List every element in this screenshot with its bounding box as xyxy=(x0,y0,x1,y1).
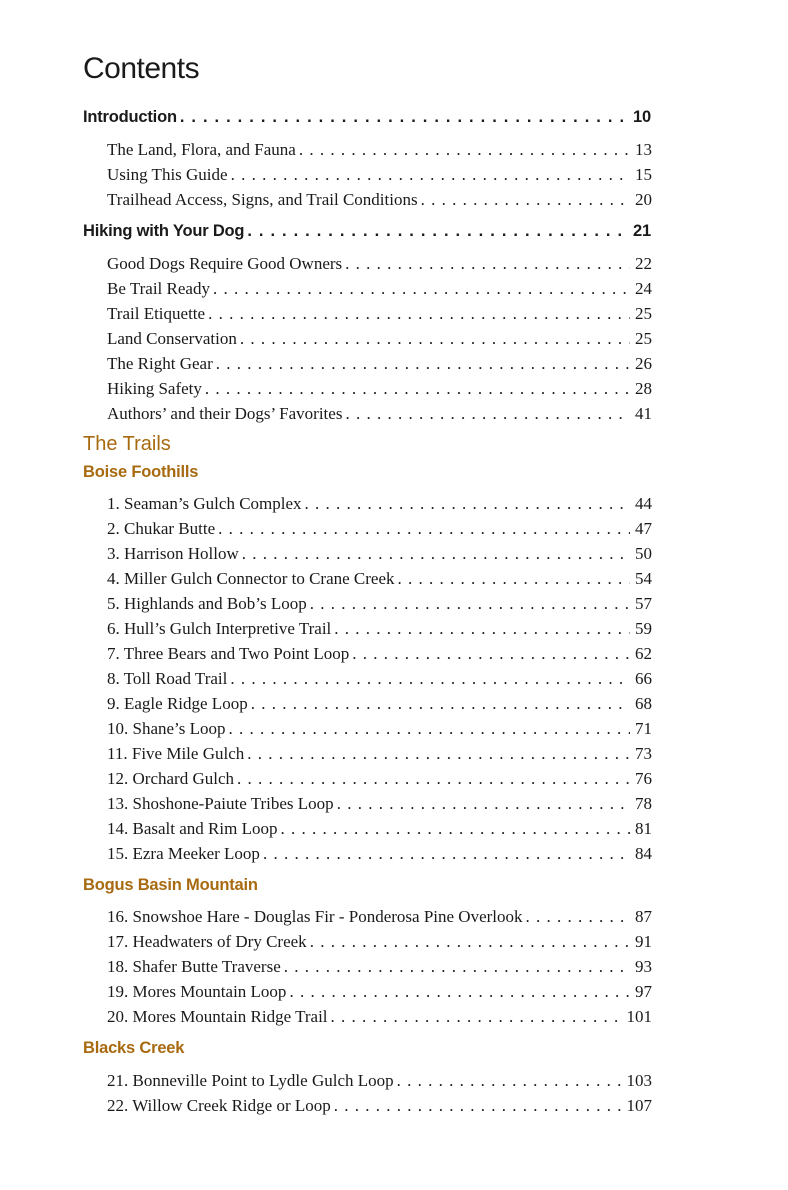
toc-entry-page: 81 xyxy=(635,819,652,838)
dot-leader xyxy=(284,957,630,977)
dot-leader xyxy=(218,519,630,539)
dot-leader xyxy=(305,494,630,514)
toc-entry[interactable] xyxy=(107,379,652,399)
page-title: Contents xyxy=(83,52,200,85)
dot-leader xyxy=(334,619,630,639)
dot-leader xyxy=(263,844,630,864)
toc-entry-page: 20 xyxy=(635,190,652,209)
toc-entry-title: Hiking Safety xyxy=(107,379,202,398)
toc-entry-page: 73 xyxy=(635,744,652,763)
toc-entry-page: 57 xyxy=(635,594,652,613)
toc-entry-title: Good Dogs Require Good Owners xyxy=(107,254,343,273)
toc-entry[interactable] xyxy=(107,744,652,764)
toc-chapter-introduction[interactable] xyxy=(83,108,651,127)
toc-entry-title: 18. Shafer Butte Traverse xyxy=(107,957,281,976)
toc-entry-title: 22. Willow Creek Ridge or Loop xyxy=(107,1096,331,1115)
toc-entry-title: 11. Five Mile Gulch xyxy=(107,744,245,763)
toc-entry-title: Hiking with Your Dog xyxy=(83,222,245,240)
toc-entry[interactable] xyxy=(107,354,652,374)
toc-entry-title: 17. Headwaters of Dry Creek xyxy=(107,932,307,951)
toc-entry[interactable] xyxy=(107,544,652,564)
toc-entry-page: 26 xyxy=(635,354,652,373)
toc-entry-title: Authors’ and their Dogs’ Favorites xyxy=(107,404,343,423)
toc-entry-title: Trailhead Access, Signs, and Trail Conditions xyxy=(107,190,418,209)
toc-entry-page: 87 xyxy=(635,907,652,926)
toc-entry-page: 25 xyxy=(635,329,652,348)
toc-entry-title: Trail Etiquette xyxy=(107,304,206,323)
toc-entry[interactable] xyxy=(107,907,652,927)
toc-entry[interactable] xyxy=(107,669,652,689)
toc-entry-page: 13 xyxy=(635,140,652,159)
dot-leader xyxy=(345,254,630,274)
toc-entry[interactable] xyxy=(107,329,652,349)
toc-entry[interactable] xyxy=(107,279,652,299)
dot-leader xyxy=(247,222,628,241)
toc-entry[interactable] xyxy=(107,694,652,714)
dot-leader xyxy=(205,379,630,399)
toc-entry-page: 71 xyxy=(635,719,652,738)
toc-entry[interactable] xyxy=(107,769,652,789)
toc-entry-title: 1. Seaman’s Gulch Complex xyxy=(107,494,302,513)
toc-entry-page: 84 xyxy=(635,844,652,863)
toc-entry-title: 21. Bonneville Point to Lydle Gulch Loop xyxy=(107,1071,394,1090)
dot-leader xyxy=(230,669,630,689)
toc-entry-page: 47 xyxy=(635,519,652,538)
toc-entry-page: 76 xyxy=(635,769,652,788)
toc-entry-title: 13. Shoshone-Paiute Tribes Loop xyxy=(107,794,334,813)
toc-entry-page: 62 xyxy=(635,644,652,663)
toc-entry[interactable] xyxy=(107,844,652,864)
toc-entry[interactable] xyxy=(107,957,652,977)
toc-entry-title: 4. Miller Gulch Connector to Crane Creek xyxy=(107,569,395,588)
toc-entry-title: 5. Highlands and Bob’s Loop xyxy=(107,594,307,613)
section-heading-trails: The Trails xyxy=(83,433,171,455)
toc-entry-page: 103 xyxy=(626,1071,652,1090)
group-heading-boise-foothills: Boise Foothills xyxy=(83,463,199,481)
dot-leader xyxy=(229,719,630,739)
toc-entry-title: 9. Eagle Ridge Loop xyxy=(107,694,248,713)
toc-entry-title: 6. Hull’s Gulch Interpretive Trail xyxy=(107,619,332,638)
toc-entry[interactable] xyxy=(107,140,652,160)
toc-entry-page: 101 xyxy=(626,1007,652,1026)
dot-leader xyxy=(242,544,630,564)
dot-leader xyxy=(299,140,630,160)
toc-entry-title: 3. Harrison Hollow xyxy=(107,544,239,563)
toc-entry-page: 10 xyxy=(633,108,651,126)
toc-entry-title: 8. Toll Road Trail xyxy=(107,669,228,688)
toc-entry-page: 91 xyxy=(635,932,652,951)
dot-leader xyxy=(213,279,630,299)
toc-entry-page: 44 xyxy=(635,494,652,513)
dot-leader xyxy=(337,794,630,814)
toc-entry[interactable] xyxy=(107,819,652,839)
toc-entry-page: 78 xyxy=(635,794,652,813)
dot-leader xyxy=(421,190,630,210)
toc-entry-page: 22 xyxy=(635,254,652,273)
toc-entry-page: 15 xyxy=(635,165,652,184)
dot-leader xyxy=(251,694,630,714)
toc-entry[interactable] xyxy=(107,719,652,739)
toc-entry-page: 107 xyxy=(626,1096,652,1115)
toc-entry-page: 21 xyxy=(633,222,651,240)
toc-entry-title: 10. Shane’s Loop xyxy=(107,719,226,738)
toc-entry-page: 28 xyxy=(635,379,652,398)
dot-leader xyxy=(526,907,631,927)
toc-entry[interactable] xyxy=(107,1007,652,1027)
toc-entry[interactable] xyxy=(107,982,652,1002)
toc-entry-title: 14. Basalt and Rim Loop xyxy=(107,819,278,838)
toc-entry-page: 25 xyxy=(635,304,652,323)
toc-entry-title: 19. Mores Mountain Loop xyxy=(107,982,287,1001)
toc-entry[interactable] xyxy=(107,304,652,324)
dot-leader xyxy=(289,982,630,1002)
toc-entry-title: Using This Guide xyxy=(107,165,228,184)
dot-leader xyxy=(247,744,630,764)
toc-entry-title: 16. Snowshoe Hare - Douglas Fir - Ponderosa Pine Overlook xyxy=(107,907,523,926)
toc-entry[interactable] xyxy=(107,619,652,639)
toc-chapter-hiking-with-dog[interactable] xyxy=(83,222,651,241)
dot-leader xyxy=(310,932,630,952)
toc-entry-title: 15. Ezra Meeker Loop xyxy=(107,844,260,863)
toc-entry-page: 50 xyxy=(635,544,652,563)
dot-leader xyxy=(310,594,630,614)
dot-leader xyxy=(398,569,630,589)
dot-leader xyxy=(397,1071,622,1091)
toc-entry-title: The Land, Flora, and Fauna xyxy=(107,140,296,159)
dot-leader xyxy=(331,1007,622,1027)
toc-entry[interactable] xyxy=(107,494,652,514)
toc-entry-title: Land Conservation xyxy=(107,329,237,348)
toc-entry-page: 66 xyxy=(635,669,652,688)
toc-entry[interactable] xyxy=(107,932,652,952)
toc-entry-title: Introduction xyxy=(83,108,177,126)
toc-entry-page: 93 xyxy=(635,957,652,976)
dot-leader xyxy=(240,329,630,349)
toc-entry-page: 59 xyxy=(635,619,652,638)
toc-entry[interactable] xyxy=(107,1096,652,1116)
dot-leader xyxy=(334,1096,622,1116)
dot-leader xyxy=(180,108,628,127)
toc-entry[interactable] xyxy=(107,165,652,185)
toc-entry-page: 97 xyxy=(635,982,652,1001)
toc-entry-title: The Right Gear xyxy=(107,354,213,373)
toc-entry[interactable] xyxy=(107,519,652,539)
toc-entry[interactable] xyxy=(107,1071,652,1091)
dot-leader xyxy=(231,165,630,185)
group-heading-blacks-creek: Blacks Creek xyxy=(83,1039,185,1057)
dot-leader xyxy=(345,404,630,424)
toc-entry-title: Be Trail Ready xyxy=(107,279,210,298)
toc-entry-page: 68 xyxy=(635,694,652,713)
toc-entry[interactable] xyxy=(107,190,652,210)
toc-entry-title: 12. Orchard Gulch xyxy=(107,769,234,788)
toc-entry[interactable] xyxy=(107,254,652,274)
toc-entry-title: 20. Mores Mountain Ridge Trail xyxy=(107,1007,328,1026)
toc-entry[interactable] xyxy=(107,644,652,664)
toc-entry-title: 7. Three Bears and Two Point Loop xyxy=(107,644,350,663)
dot-leader xyxy=(208,304,630,324)
toc-entry[interactable] xyxy=(107,594,652,614)
dot-leader xyxy=(216,354,630,374)
dot-leader xyxy=(280,819,630,839)
toc-entry[interactable] xyxy=(107,404,652,424)
toc-entry[interactable] xyxy=(107,794,652,814)
dot-leader xyxy=(237,769,630,789)
toc-entry-title: 2. Chukar Butte xyxy=(107,519,216,538)
toc-entry-page: 24 xyxy=(635,279,652,298)
toc-entry[interactable] xyxy=(107,569,652,589)
toc-entry-page: 41 xyxy=(635,404,652,423)
group-heading-bogus-basin: Bogus Basin Mountain xyxy=(83,876,258,894)
toc-entry-page: 54 xyxy=(635,569,652,588)
dot-leader xyxy=(352,644,630,664)
